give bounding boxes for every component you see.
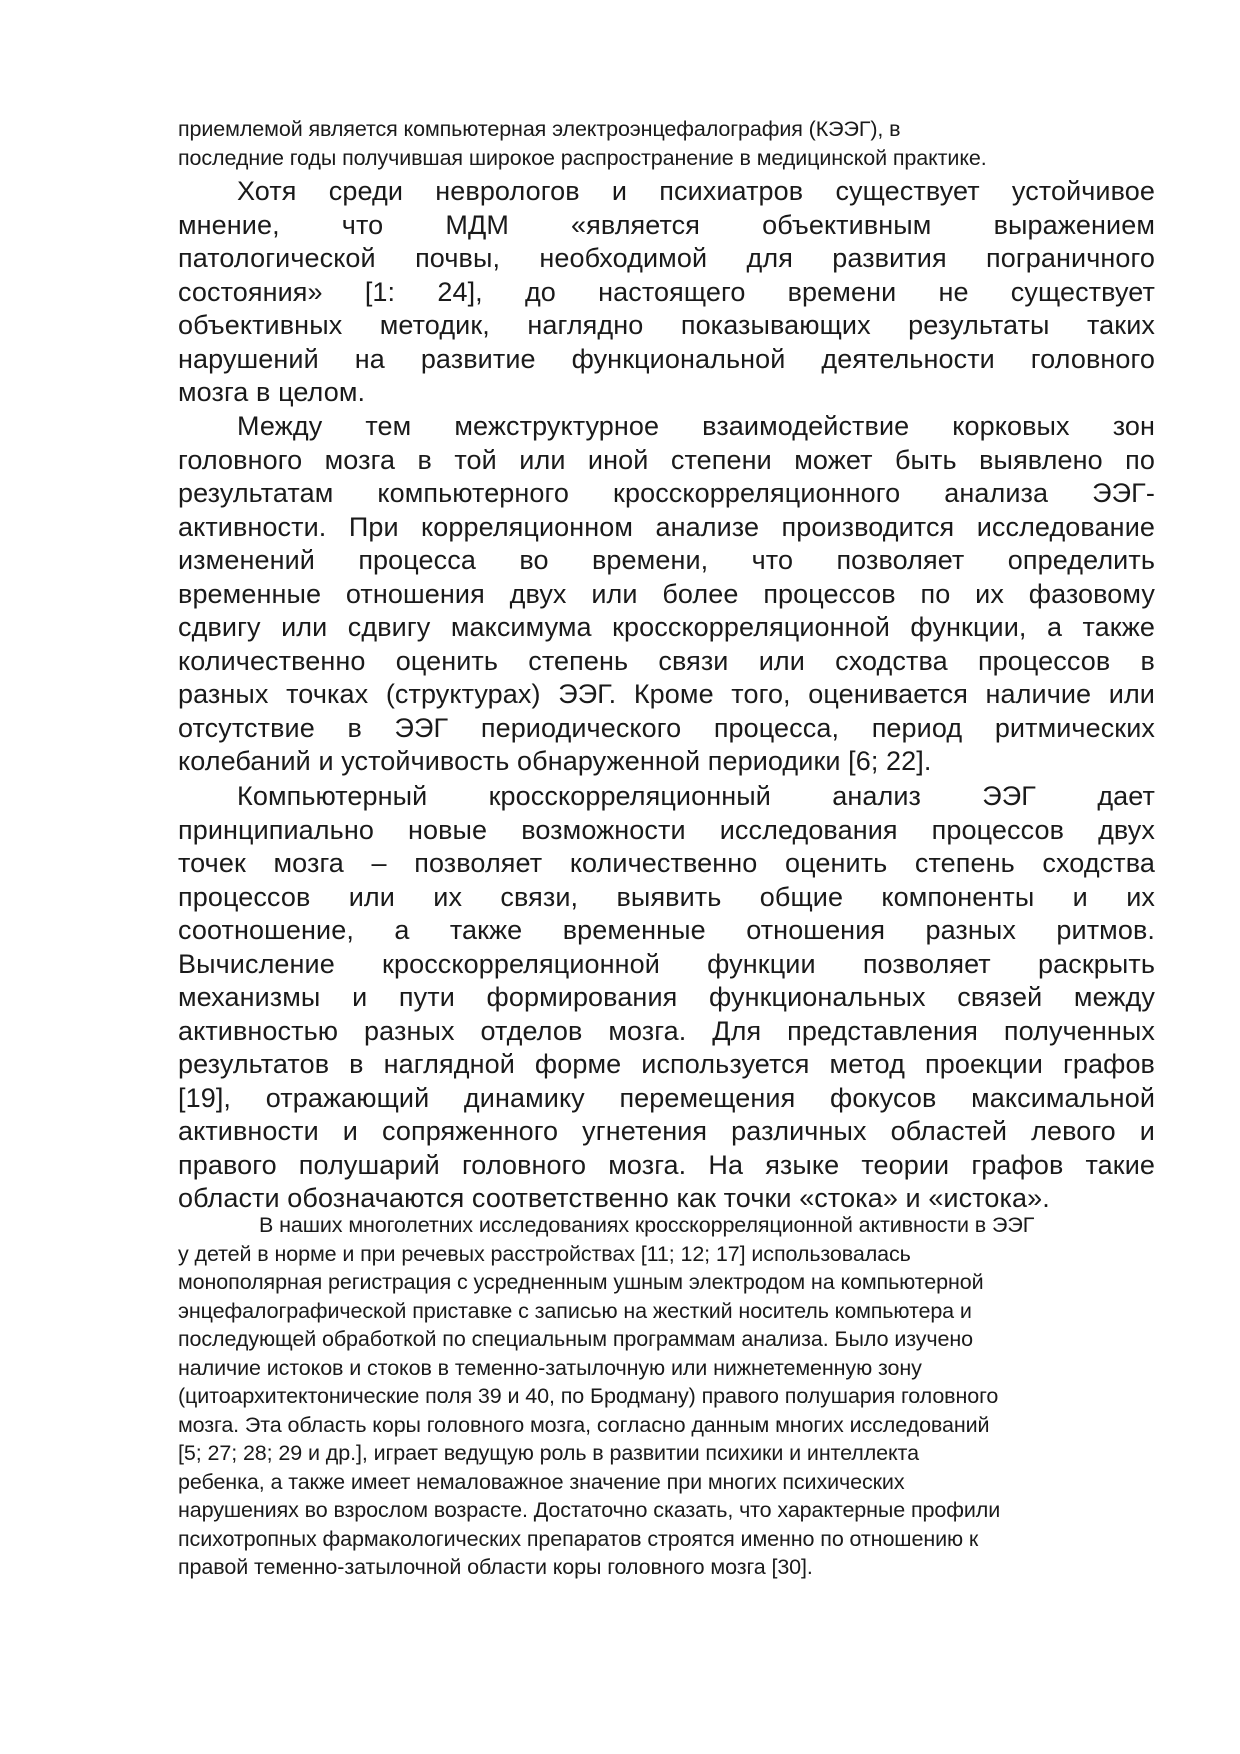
text-line: соотношение, а также временные отношения разных ритмов. <box>178 915 1155 945</box>
paragraph-mdm-opinion <box>178 175 1155 410</box>
text-line: нарушениях во взрослом возрасте. Достаточно сказать, что характерные профили <box>178 1498 1001 1522</box>
text-line: последующей обработкой по специальным программам анализа. Было изучено <box>178 1327 973 1351</box>
text-line: разных точках (структурах) ЭЭГ. Кроме того, оценивается наличие или <box>178 679 1155 709</box>
text-line: объективных методик, наглядно показывающих результаты таких <box>178 310 1155 340</box>
text-line: точек мозга – позволяет количественно оценить степень сходства <box>178 848 1155 878</box>
text-line: правой теменно-затылочной области коры головного мозга [30]. <box>178 1555 813 1579</box>
text-line: [19], отражающий динамику перемещения фокусов максимальной <box>178 1082 1155 1113</box>
text-line: у детей в норме и при речевых расстройствах [11; 12; 17] использовалась <box>178 1241 911 1266</box>
text-line: приемлемой является компьютерная электроэнцефалография (КЭЭГ), в <box>178 117 901 141</box>
text-line: результатам компьютерного кросскорреляционного анализа ЭЭГ- <box>178 478 1155 508</box>
text-line: правого полушарий головного мозга. На языке теории графов такие <box>178 1149 1155 1180</box>
text-line: колебаний и устойчивость обнаруженной периодики [6; 22]. <box>178 746 932 776</box>
text-line: мозга в целом. <box>178 377 366 407</box>
paragraph-cross-correlation <box>178 410 1155 779</box>
continued-paragraph <box>178 115 1155 172</box>
text-line: головного мозга в той или иной степени может быть выявлено по <box>178 444 1155 475</box>
text-line: активности и сопряженного угнетения различных областей левого и <box>178 1116 1155 1146</box>
text-line: области обозначаются соответственно как точки «стока» и «истока». <box>178 1183 1050 1213</box>
text-line: процессов или их связи, выявить общие компоненты и их <box>178 881 1155 912</box>
text-line: патологической почвы, необходимой для развития пограничного <box>178 243 1155 273</box>
text-line: (цитоархитектонические поля 39 и 40, по Бродману) правого полушария головного <box>178 1384 999 1408</box>
paragraph-eeg-analysis <box>178 780 1155 1216</box>
text-line: энцефалографической приставке с записью на жесткий носитель компьютера и <box>178 1298 972 1323</box>
text-line: Компьютерный кросскорреляционный анализ ЭЭГ дает <box>237 781 1155 811</box>
text-line: количественно оценить степень связи или сходства процессов в <box>178 645 1155 676</box>
text-line: последние годы получившая широкое распространение в медицинской практике. <box>178 145 987 170</box>
text-line: активностью разных отделов мозга. Для представления полученных <box>178 1015 1155 1046</box>
text-line: сдвигу или сдвигу максимума кросскорреляционной функции, а также <box>178 612 1155 642</box>
text-line: временные отношения двух или более процессов по их фазовому <box>178 578 1155 609</box>
paragraph-research <box>178 1211 1155 1582</box>
text-line: [5; 27; 28; 29 и др.], играет ведущую роль в развитии психики и интеллекта <box>178 1441 919 1465</box>
text-line: состояния» [1: 24], до настоящего времени не существует <box>178 276 1155 307</box>
text-line: нарушений на развитие функциональной деятельности головного <box>178 343 1155 374</box>
text-line: отсутствие в ЭЭГ периодического процесса, период ритмических <box>178 712 1155 743</box>
text-line: изменений процесса во времени, что позволяет определить <box>178 545 1155 575</box>
text-line: мнение, что МДМ «является объективным выражением <box>178 209 1155 240</box>
text-line: В наших многолетних исследованиях кросскорреляционной активности в ЭЭГ <box>259 1213 1035 1237</box>
text-line: наличие истоков и стоков в теменно-затылочную или нижнетеменную зону <box>178 1355 922 1380</box>
text-line: результатов в наглядной форме используется метод проекции графов <box>178 1049 1155 1079</box>
text-line: ребенка, а также имеет немаловажное значение при многих психических <box>178 1469 905 1494</box>
text-line: монополярная регистрация с усредненным ушным электродом на компьютерной <box>178 1270 984 1294</box>
text-line: механизмы и пути формирования функциональных связей между <box>178 982 1155 1012</box>
text-line: активности. При корреляционном анализе производится исследование <box>178 511 1155 542</box>
text-line: принципиально новые возможности исследования процессов двух <box>178 814 1155 845</box>
text-line: мозга. Эта область коры головного мозга, согласно данным многих исследований <box>178 1412 990 1437</box>
text-line: Вычисление кросскорреляционной функции позволяет раскрыть <box>178 948 1155 979</box>
text-line: Между тем межструктурное взаимодействие корковых зон <box>237 411 1155 441</box>
text-line: психотропных фармакологических препаратов строятся именно по отношению к <box>178 1526 979 1551</box>
text-line: Хотя среди неврологов и психиатров существует устойчивое <box>237 176 1155 206</box>
